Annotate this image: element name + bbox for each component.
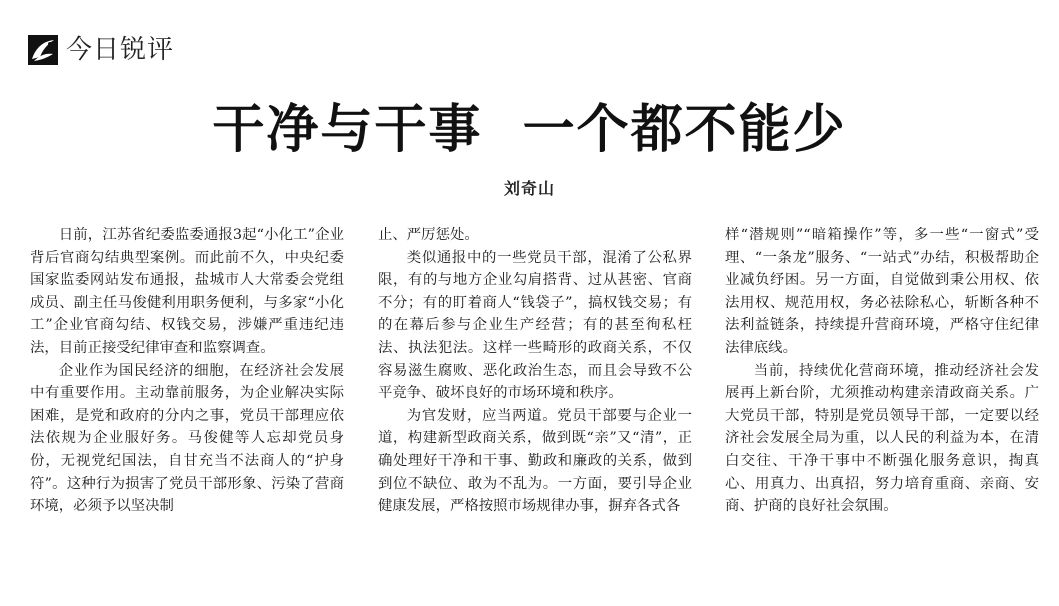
paragraph: 企业作为国民经济的细胞，在经济社会发展中有重要作用。主动靠前服务，为企业解决实际困难，是党和政府的分内之事，党员干部理应依法依规为企业服好务。马俊健等人忘却党员身份，无视党纪国法，自甘充当不法商人的“护身符”。这种行为损害了党员干部形象、污染了营商环境，必须予以坚决制 (30, 362, 344, 515)
paragraph: 为官发财，应当两道。党员干部要与企业一道，构建新型政商关系，做到既“亲”又“清”，正确处理好干净和干事、勤政和廉政的关系，做到到位不缺位、敢为不乱为。一方面，要引导企业健康发展，严格按照市场规律办事，摒弃各式各 (378, 407, 692, 515)
paragraph-continued: 样“潜规则”“暗箱操作”等，多一些“一窗式”受理、“一条龙”服务、“一站式”办结，积极帮助企业减负纾困。另一方面，自觉做到秉公用权、依法用权、规范用权，务必祛除私心，斩断各种不法利益链条，持续提升营商环境，严格守住纪律法律底线。 (725, 227, 1039, 356)
leaf-bird-icon (28, 35, 58, 65)
paragraph: 当前，持续优化营商环境，推动经济社会发展再上新台阶，尤须推动构建亲清政商关系。广大党员干部，特别是党员领导干部，一定要以经济社会发展全局为重，以人民的利益为本，在清白交往、干净干事中不断强化服务意识，掏真心、用真力、出真招，努力培育重商、亲商、安商、护商的良好社会氛围。 (725, 362, 1039, 515)
column-logo (28, 35, 58, 65)
column-header (28, 32, 174, 68)
paragraph: 日前，江苏省纪委监委通报3起“小化工”企业背后官商勾结典型案例。而此前不久，中央纪委国家监委网站发布通报，盐城市人大常委会党组成员、副主任马俊健利用职务便利，与多家“小化工”企业官商勾结、权钱交易，涉嫌严重违纪违法，目前正接受纪律审查和监察调查。 (30, 227, 344, 356)
article-author: 刘奇山 (503, 179, 555, 198)
column-title: 今日锐评 (66, 35, 175, 65)
article-headline: 干净与干事 一个都不能少 (212, 100, 847, 160)
paragraph-continued: 止、严厉惩处。 (378, 227, 479, 243)
article-column-1 (30, 224, 344, 518)
paragraph: 类似通报中的一些党员干部，混淆了公私界限，有的与地方企业勾肩搭背、过从甚密、官商不分；有的盯着商人“钱袋子”，搞权钱交易；有的在幕后参与企业生产经营；有的甚至徇私枉法、执法犯法。这样一些畸形的政商关系，不仅容易滋生腐败、恶化政治生态，而且会导致不公平竞争、破坏良好的市场环境和秩序。 (378, 249, 692, 402)
article-column-3 (725, 224, 1039, 518)
article-column-2 (378, 224, 692, 518)
